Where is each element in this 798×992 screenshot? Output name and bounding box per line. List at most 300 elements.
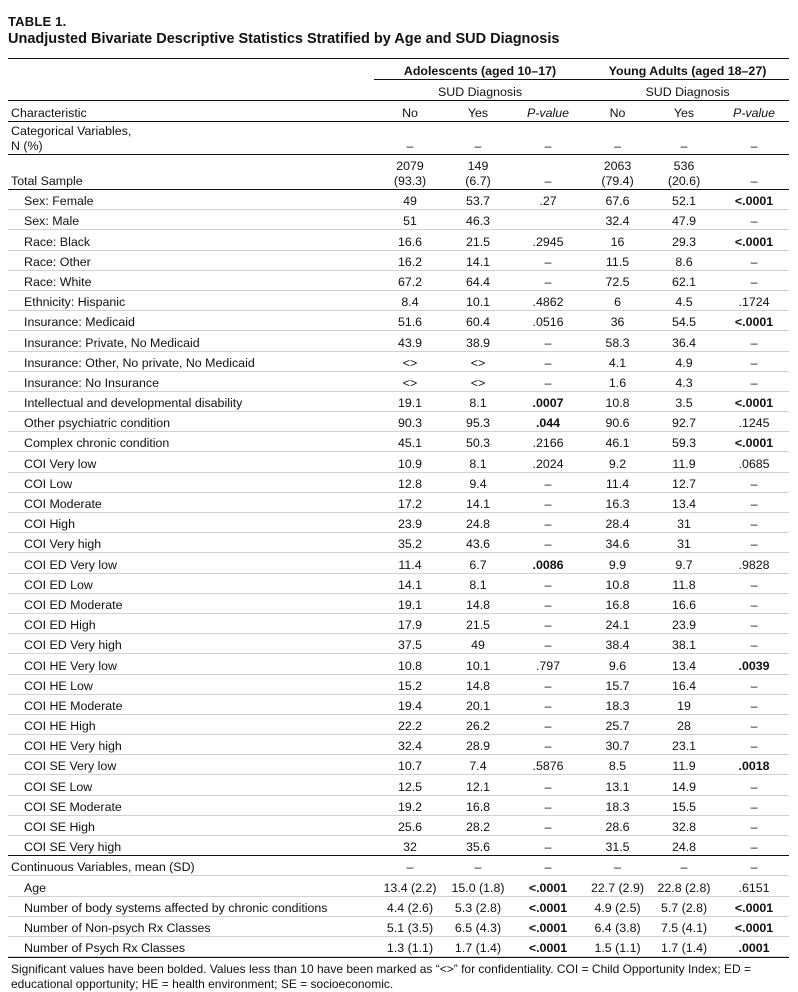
table-cell: 19.4 xyxy=(374,694,446,714)
table-row xyxy=(8,190,789,210)
table-cell: 14.1 xyxy=(446,250,510,270)
table-cell: – xyxy=(719,674,789,694)
table-row xyxy=(8,573,789,593)
table-row xyxy=(8,472,789,492)
row-label: COI ED Low xyxy=(8,573,374,593)
row-label: COI HE Very low xyxy=(8,654,374,674)
table-cell: 46.1 xyxy=(586,432,649,452)
table-cell: – xyxy=(719,593,789,613)
table-cell: .0685 xyxy=(719,452,789,472)
table-cell: <> xyxy=(446,351,510,371)
row-label: Race: Black xyxy=(8,230,374,250)
table-cell: 54.5 xyxy=(649,311,719,331)
table-cell: 11.4 xyxy=(586,472,649,492)
table-cell: 11.4 xyxy=(374,553,446,573)
table-cell: – xyxy=(586,856,649,876)
row-label: COI ED Moderate xyxy=(8,593,374,613)
table-row xyxy=(8,533,789,553)
table-cell: 64.4 xyxy=(446,270,510,290)
table-cell: 28.9 xyxy=(446,735,510,755)
col-adol-pvalue: P-value xyxy=(510,101,586,122)
table-cell: 14.8 xyxy=(446,674,510,694)
table-cell: 37.5 xyxy=(374,634,446,654)
col-ya-pvalue: P-value xyxy=(719,101,789,122)
table-cell: – xyxy=(719,331,789,351)
table-cell: 13.4 xyxy=(649,654,719,674)
table-cell: 16.8 xyxy=(586,593,649,613)
table-cell: .2024 xyxy=(510,452,586,472)
table-cell: 4.1 xyxy=(586,351,649,371)
table-cell: 49 xyxy=(446,634,510,654)
table-cell: – xyxy=(510,270,586,290)
table-cell: 29.3 xyxy=(649,230,719,250)
table-cell: 20.1 xyxy=(446,694,510,714)
table-cell: 52.1 xyxy=(649,190,719,210)
table-cell: 5.1 (3.5) xyxy=(374,916,446,936)
table-cell: 17.2 xyxy=(374,492,446,512)
table-cell: – xyxy=(510,836,586,856)
table-cell: 23.1 xyxy=(649,735,719,755)
table-cell: – xyxy=(719,533,789,553)
row-label: COI SE Very low xyxy=(8,755,374,775)
table-cell: 45.1 xyxy=(374,432,446,452)
continuous-label: Continuous Variables, mean (SD) xyxy=(8,856,374,876)
table-cell: 72.5 xyxy=(586,270,649,290)
table-row xyxy=(8,331,789,351)
col-characteristic: Characteristic xyxy=(8,101,374,122)
table-cell: 18.3 xyxy=(586,795,649,815)
table-row xyxy=(8,674,789,694)
total-sample-label: Total Sample xyxy=(8,155,374,190)
table-row xyxy=(8,351,789,371)
table-cell: <.0001 xyxy=(719,432,789,452)
footnote: Significant values have been bolded. Values less than 10 have been marked as “<>” for confidentiality. COI = Child Opportunity Index; ED = educational opportunity; HE = health environment; SE = socioeconomic. xyxy=(8,957,789,992)
row-label: Insurance: No Insurance xyxy=(8,371,374,391)
table-cell: 8.1 xyxy=(446,391,510,411)
table-row xyxy=(8,311,789,331)
table-row xyxy=(8,654,789,674)
table-row xyxy=(8,452,789,472)
row-label: COI Very low xyxy=(8,452,374,472)
table-cell: 4.3 xyxy=(649,371,719,391)
table-cell: – xyxy=(510,573,586,593)
table-row xyxy=(8,250,789,270)
table-cell: – xyxy=(510,694,586,714)
table-cell: 95.3 xyxy=(446,412,510,432)
row-label: COI HE Low xyxy=(8,674,374,694)
table-cell: – xyxy=(719,250,789,270)
table-cell: 8.1 xyxy=(446,452,510,472)
table-cell: 31.5 xyxy=(586,836,649,856)
table-cell: – xyxy=(719,371,789,391)
table-cell: .0039 xyxy=(719,654,789,674)
row-label: COI HE High xyxy=(8,714,374,734)
table-cell: .27 xyxy=(510,190,586,210)
table-cell: .2166 xyxy=(510,432,586,452)
table-cell: 19.1 xyxy=(374,391,446,411)
table-cell: – xyxy=(719,613,789,633)
table-row xyxy=(8,634,789,654)
column-header-row xyxy=(8,101,789,122)
group-young-adults: Young Adults (aged 18–27) xyxy=(586,59,789,80)
total-sample-row: Total Sample 2079 (93.3) 149 (6.7) – 2063 (79.4) 536 (20.6) – xyxy=(8,155,789,190)
table-row xyxy=(8,230,789,250)
table-cell: 15.7 xyxy=(586,674,649,694)
row-label: Age xyxy=(8,876,374,896)
table-cell: 46.3 xyxy=(446,210,510,230)
table-cell: 8.4 xyxy=(374,290,446,310)
table-cell: 23.9 xyxy=(649,613,719,633)
table-cell xyxy=(510,210,586,230)
table-cell: – xyxy=(719,735,789,755)
table-cell: 1.7 (1.4) xyxy=(649,936,719,956)
table-cell: 11.5 xyxy=(586,250,649,270)
table-cell: – xyxy=(719,351,789,371)
table-cell: 90.3 xyxy=(374,412,446,432)
table-cell: 58.3 xyxy=(586,331,649,351)
table-cell: 11.9 xyxy=(649,452,719,472)
table-cell: – xyxy=(719,775,789,795)
table-cell: <.0001 xyxy=(510,936,586,956)
table-cell: 90.6 xyxy=(586,412,649,432)
table-cell: 15.0 (1.8) xyxy=(446,876,510,896)
table-cell: 19.2 xyxy=(374,795,446,815)
table-cell: <.0001 xyxy=(510,876,586,896)
table-cell: – xyxy=(510,593,586,613)
table-cell: 92.7 xyxy=(649,412,719,432)
sud-diagnosis-young-adults: SUD Diagnosis xyxy=(586,80,789,101)
table-cell: 60.4 xyxy=(446,311,510,331)
table-cell: 9.7 xyxy=(649,553,719,573)
table-cell: 8.1 xyxy=(446,573,510,593)
table-cell: 47.9 xyxy=(649,210,719,230)
table-cell: <.0001 xyxy=(510,916,586,936)
table-row xyxy=(8,795,789,815)
table-row xyxy=(8,714,789,734)
table-cell: .0007 xyxy=(510,391,586,411)
table-cell: 28.2 xyxy=(446,815,510,835)
table-cell: 15.2 xyxy=(374,674,446,694)
statistics-table xyxy=(8,58,789,957)
table-cell: 12.7 xyxy=(649,472,719,492)
table-cell: 38.4 xyxy=(586,634,649,654)
categorical-label: Categorical Variables, N (%) xyxy=(8,122,374,155)
table-cell: – xyxy=(719,856,789,876)
table-cell: 6.7 xyxy=(446,553,510,573)
table-cell: 13.4 xyxy=(649,492,719,512)
table-cell: 22.7 (2.9) xyxy=(586,876,649,896)
table-cell: .2945 xyxy=(510,230,586,250)
row-label: COI SE Low xyxy=(8,775,374,795)
table-cell: 14.8 xyxy=(446,593,510,613)
table-cell: – xyxy=(510,250,586,270)
table-cell: 53.7 xyxy=(446,190,510,210)
table-cell: – xyxy=(510,775,586,795)
table-cell: <.0001 xyxy=(719,916,789,936)
table-cell: 17.9 xyxy=(374,613,446,633)
table-cell: 34.6 xyxy=(586,533,649,553)
table-cell: 62.1 xyxy=(649,270,719,290)
table-cell: 4.9 (2.5) xyxy=(586,896,649,916)
group-header-row xyxy=(8,59,789,80)
table-cell: 15.5 xyxy=(649,795,719,815)
table-cell: 32.4 xyxy=(374,735,446,755)
row-label: Number of Psych Rx Classes xyxy=(8,936,374,956)
table-cell: 6.4 (3.8) xyxy=(586,916,649,936)
table-cell: – xyxy=(719,795,789,815)
table-cell: – xyxy=(374,856,446,876)
row-label: COI SE Moderate xyxy=(8,795,374,815)
table-cell: – xyxy=(510,634,586,654)
table-cell: .0516 xyxy=(510,311,586,331)
table-cell: 25.7 xyxy=(586,714,649,734)
table-cell: – xyxy=(510,815,586,835)
table-cell: 9.6 xyxy=(586,654,649,674)
table-row xyxy=(8,391,789,411)
table-cell: – xyxy=(510,492,586,512)
table-cell: 10.9 xyxy=(374,452,446,472)
row-label: Insurance: Other, No private, No Medicaid xyxy=(8,351,374,371)
row-label: COI ED Very high xyxy=(8,634,374,654)
row-label: COI Moderate xyxy=(8,492,374,512)
table-cell: 36 xyxy=(586,311,649,331)
table-cell: 10.8 xyxy=(586,573,649,593)
table-cell: 12.5 xyxy=(374,775,446,795)
row-label: Other psychiatric condition xyxy=(8,412,374,432)
table-cell: 35.6 xyxy=(446,836,510,856)
table-cell: 16.4 xyxy=(649,674,719,694)
table-cell: 3.5 xyxy=(649,391,719,411)
row-label: COI ED Very low xyxy=(8,553,374,573)
table-cell: <.0001 xyxy=(510,896,586,916)
row-label: Number of body systems affected by chronic conditions xyxy=(8,896,374,916)
table-row xyxy=(8,513,789,533)
table-cell: .4862 xyxy=(510,290,586,310)
table-cell: 14.1 xyxy=(446,492,510,512)
table-cell: <> xyxy=(374,351,446,371)
table-cell: 18.3 xyxy=(586,694,649,714)
table-cell: .6151 xyxy=(719,876,789,896)
table-cell: 36.4 xyxy=(649,331,719,351)
table-row xyxy=(8,492,789,512)
table-cell: 28.6 xyxy=(586,815,649,835)
table-cell: 21.5 xyxy=(446,230,510,250)
row-label: Complex chronic condition xyxy=(8,432,374,452)
table-cell: – xyxy=(510,613,586,633)
table-row xyxy=(8,836,789,856)
table-cell: 67.6 xyxy=(586,190,649,210)
table-cell: 30.7 xyxy=(586,735,649,755)
table-row xyxy=(8,755,789,775)
table-row xyxy=(8,916,789,936)
table-cell: 13.1 xyxy=(586,775,649,795)
table-cell: 26.2 xyxy=(446,714,510,734)
table-cell: 5.7 (2.8) xyxy=(649,896,719,916)
row-label: Race: White xyxy=(8,270,374,290)
table-cell: 32.4 xyxy=(586,210,649,230)
table-cell: 12.1 xyxy=(446,775,510,795)
table-cell: 6 xyxy=(586,290,649,310)
table-cell: 11.8 xyxy=(649,573,719,593)
table-cell: – xyxy=(719,714,789,734)
table-row xyxy=(8,936,789,956)
table-cell: 10.1 xyxy=(446,290,510,310)
table-cell: 38.1 xyxy=(649,634,719,654)
row-label: Insurance: Medicaid xyxy=(8,311,374,331)
table-cell: – xyxy=(719,836,789,856)
table-cell: <.0001 xyxy=(719,230,789,250)
table-cell: 7.5 (4.1) xyxy=(649,916,719,936)
table-cell: 23.9 xyxy=(374,513,446,533)
table-row xyxy=(8,593,789,613)
continuous-header-row xyxy=(8,856,789,876)
table-cell: 9.9 xyxy=(586,553,649,573)
table-cell: 31 xyxy=(649,533,719,553)
table-row xyxy=(8,432,789,452)
table-cell: 6.5 (4.3) xyxy=(446,916,510,936)
table-row xyxy=(8,876,789,896)
table-row xyxy=(8,735,789,755)
table-cell: 50.3 xyxy=(446,432,510,452)
table-cell: – xyxy=(510,371,586,391)
table-cell: 13.4 (2.2) xyxy=(374,876,446,896)
table-cell: – xyxy=(719,573,789,593)
table-cell: 35.2 xyxy=(374,533,446,553)
row-label: COI High xyxy=(8,513,374,533)
table-cell: – xyxy=(510,674,586,694)
row-label: COI HE Moderate xyxy=(8,694,374,714)
row-label: Race: Other xyxy=(8,250,374,270)
table-cell: 14.1 xyxy=(374,573,446,593)
table-cell: 4.9 xyxy=(649,351,719,371)
table-cell: – xyxy=(510,513,586,533)
table-cell: 28.4 xyxy=(586,513,649,533)
table-cell: – xyxy=(719,634,789,654)
col-ya-yes: Yes xyxy=(649,101,719,122)
table-cell: <.0001 xyxy=(719,896,789,916)
table-cell: .044 xyxy=(510,412,586,432)
table-cell: – xyxy=(719,210,789,230)
table-cell: 16.6 xyxy=(649,593,719,613)
table-cell: 49 xyxy=(374,190,446,210)
table-cell: 16.2 xyxy=(374,250,446,270)
table-cell: – xyxy=(510,856,586,876)
table-row xyxy=(8,210,789,230)
row-label: COI ED High xyxy=(8,613,374,633)
table-cell: 67.2 xyxy=(374,270,446,290)
sud-header-row xyxy=(8,80,789,101)
sud-diagnosis-adolescents: SUD Diagnosis xyxy=(374,80,586,101)
row-label: Insurance: Private, No Medicaid xyxy=(8,331,374,351)
table-cell: .0001 xyxy=(719,936,789,956)
table-cell: – xyxy=(719,270,789,290)
table-cell: 8.5 xyxy=(586,755,649,775)
table-cell: 11.9 xyxy=(649,755,719,775)
table-cell: 43.9 xyxy=(374,331,446,351)
table-cell: 16 xyxy=(586,230,649,250)
table-cell: <> xyxy=(374,371,446,391)
table-cell: 1.5 (1.1) xyxy=(586,936,649,956)
table-cell: 1.7 (1.4) xyxy=(446,936,510,956)
row-label: COI HE Very high xyxy=(8,735,374,755)
table-cell: .1245 xyxy=(719,412,789,432)
table-cell: 4.5 xyxy=(649,290,719,310)
table-cell: <.0001 xyxy=(719,391,789,411)
table-cell: – xyxy=(510,472,586,492)
table-cell: 14.9 xyxy=(649,775,719,795)
table-cell: 16.6 xyxy=(374,230,446,250)
row-label: Number of Non-psych Rx Classes xyxy=(8,916,374,936)
table-cell: 21.5 xyxy=(446,613,510,633)
table-cell: – xyxy=(719,513,789,533)
categorical-header-row: Categorical Variables, N (%) – – – – – – xyxy=(8,122,789,155)
table-cell: 9.2 xyxy=(586,452,649,472)
table-cell: 10.1 xyxy=(446,654,510,674)
table-cell: 1.6 xyxy=(586,371,649,391)
table-row xyxy=(8,270,789,290)
table-cell: 22.8 (2.8) xyxy=(649,876,719,896)
table-cell: .0018 xyxy=(719,755,789,775)
table-cell: 16.8 xyxy=(446,795,510,815)
row-label: COI Very high xyxy=(8,533,374,553)
table-row xyxy=(8,371,789,391)
table-cell: 38.9 xyxy=(446,331,510,351)
col-adol-yes: Yes xyxy=(446,101,510,122)
table-cell: .1724 xyxy=(719,290,789,310)
row-label: Sex: Female xyxy=(8,190,374,210)
table-cell: 24.1 xyxy=(586,613,649,633)
row-label: Intellectual and developmental disability xyxy=(8,391,374,411)
table-cell: 10.7 xyxy=(374,755,446,775)
table-cell: – xyxy=(719,472,789,492)
table-cell: .5876 xyxy=(510,755,586,775)
table-row xyxy=(8,775,789,795)
table-cell: – xyxy=(510,714,586,734)
table-cell: 16.3 xyxy=(586,492,649,512)
group-adolescents: Adolescents (aged 10–17) xyxy=(374,59,586,80)
table-cell: 19.1 xyxy=(374,593,446,613)
table-cell: .797 xyxy=(510,654,586,674)
table-cell: 43.6 xyxy=(446,533,510,553)
table-cell: 28 xyxy=(649,714,719,734)
table-cell: 24.8 xyxy=(649,836,719,856)
row-label: Sex: Male xyxy=(8,210,374,230)
table-row xyxy=(8,896,789,916)
table-cell: 51.6 xyxy=(374,311,446,331)
table-cell: 12.8 xyxy=(374,472,446,492)
table-cell: .9828 xyxy=(719,553,789,573)
table-row xyxy=(8,290,789,310)
row-label: COI SE Very high xyxy=(8,836,374,856)
table-cell: 32 xyxy=(374,836,446,856)
table-cell: – xyxy=(510,533,586,553)
row-label: COI Low xyxy=(8,472,374,492)
col-adol-no: No xyxy=(374,101,446,122)
table-cell: – xyxy=(510,351,586,371)
table-cell: .0086 xyxy=(510,553,586,573)
table-title: Unadjusted Bivariate Descriptive Statistics Stratified by Age and SUD Diagnosis xyxy=(8,31,560,47)
table-row xyxy=(8,815,789,835)
row-label: COI SE High xyxy=(8,815,374,835)
table-row xyxy=(8,613,789,633)
table-label: TABLE 1. xyxy=(8,14,67,29)
table-cell: – xyxy=(649,856,719,876)
table-cell: 8.6 xyxy=(649,250,719,270)
table-cell: 10.8 xyxy=(586,391,649,411)
table-row xyxy=(8,553,789,573)
table-cell: – xyxy=(719,492,789,512)
table-cell: – xyxy=(446,856,510,876)
